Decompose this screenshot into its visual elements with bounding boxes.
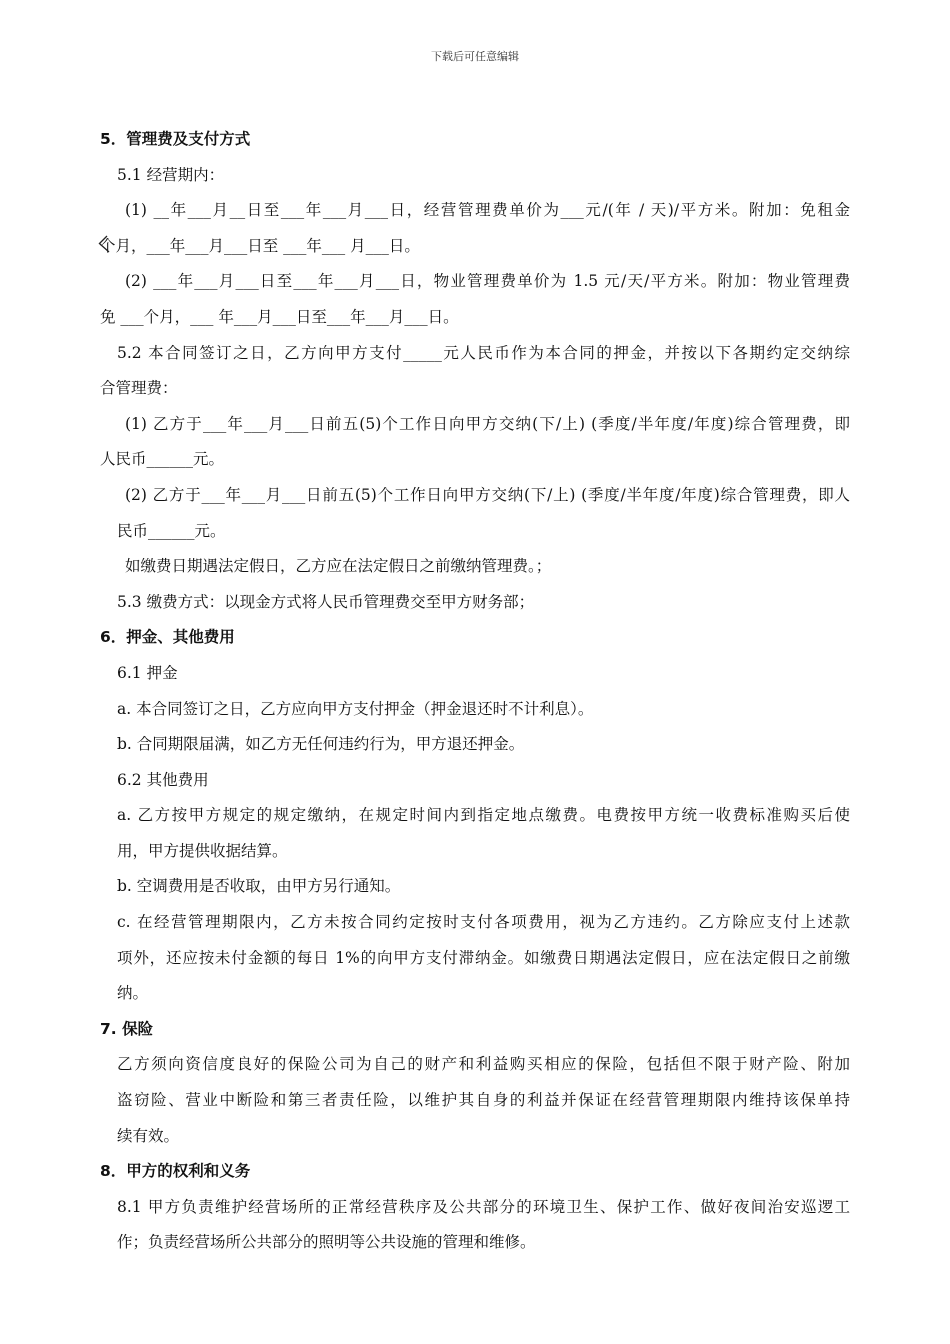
- paragraph-line: a. 乙方按甲方规定的规定缴纳，在规定时间内到指定地点缴费。电费按甲方统一收费标准购买后使: [117, 806, 850, 825]
- paragraph-line: 纳。: [117, 984, 149, 1003]
- paragraph-line: (1) __年___月__日至___年___月___日，经营管理费单价为___元/(年 / 天)/平方米。附加：免租金: [125, 201, 850, 220]
- paragraph-line: 项外，还应按未付金额的每日 1%的向甲方支付滞纳金。如缴费日期遇法定假日，应在法定假日之前缴: [117, 948, 850, 967]
- paragraph-line: 5.1 经营期内：: [117, 165, 225, 184]
- paragraph-line: 续有效。: [117, 1126, 180, 1145]
- pen-mark-icon: [97, 232, 117, 254]
- paragraph-line: 个月，___年___月___日至 ___年___ 月___日。: [100, 236, 420, 255]
- paragraph-line: 6.1 押金: [117, 663, 178, 682]
- paragraph-line: c. 在经营管理期限内，乙方未按合同约定按时支付各项费用，视为乙方违约。乙方除应支付上述款: [117, 913, 850, 932]
- paragraph-line: 5.2 本合同签订之日，乙方向甲方支付_____元人民币作为本合同的押金，并按以下各期约定交纳综: [117, 343, 850, 362]
- page-header: 下载后可任意编辑: [431, 50, 519, 63]
- section-heading: 7. 保险: [100, 1019, 154, 1038]
- paragraph-line: 人民币______元。: [100, 450, 225, 469]
- paragraph-line: 用，甲方提供收据结算。: [117, 841, 288, 860]
- paragraph-line: 如缴费日期遇法定假日，乙方应在法定假日之前缴纳管理费。；: [125, 557, 552, 576]
- paragraph-line: 免 ___个月，___ 年___月___日至___年___月___日。: [100, 307, 459, 326]
- paragraph-line: a. 本合同签订之日，乙方应向甲方支付押金（押金退还时不计利息）。: [117, 699, 594, 718]
- section-heading: 5．管理费及支付方式: [100, 130, 251, 148]
- paragraph-line: 盗窃险、营业中断险和第三者责任险，以维护其自身的利益并保证在经营管理期限内维持该保单持: [117, 1091, 850, 1110]
- paragraph-line: (1) 乙方于___年___月___日前五(5)个工作日向甲方交纳(下/上) (季度/半年度/年度)综合管理费，即: [125, 414, 850, 433]
- paragraph-line: b. 合同期限届满，如乙方无任何违约行为，甲方退还押金。: [117, 735, 525, 754]
- paragraph-line: 乙方须向资信度良好的保险公司为自己的财产和利益购买相应的保险，包括但不限于财产险、附加: [117, 1055, 850, 1074]
- document-body: [100, 122, 850, 1261]
- paragraph-line: 5.3 缴费方式：以现金方式将人民币管理费交至甲方财务部；: [117, 592, 535, 611]
- paragraph-line: 6.2 其他费用: [117, 770, 209, 789]
- paragraph-line: b. 空调费用是否收取，由甲方另行通知。: [117, 877, 401, 896]
- paragraph-line: (2) 乙方于___年___月___日前五(5)个工作日向甲方交纳(下/上) (季度/半年度/年度)综合管理费，即人: [125, 485, 850, 504]
- paragraph-line: 8.1 甲方负责维护经营场所的正常经营秩序及公共部分的环境卫生、保护工作、做好夜间治安巡逻工: [117, 1197, 850, 1216]
- paragraph-line: 作；负责经营场所公共部分的照明等公共设施的管理和维修。: [117, 1233, 536, 1252]
- section-heading: 6．押金、其他费用: [100, 628, 235, 647]
- paragraph-line: 民币______元。: [117, 521, 226, 540]
- section-heading: 8．甲方的权利和义务: [100, 1162, 251, 1181]
- paragraph-line: 合管理费：: [100, 379, 178, 398]
- paragraph-line: (2) ___年___月___日至___年___月___日，物业管理费单价为 1.5 元/天/平方米。附加：物业管理费: [125, 272, 850, 291]
